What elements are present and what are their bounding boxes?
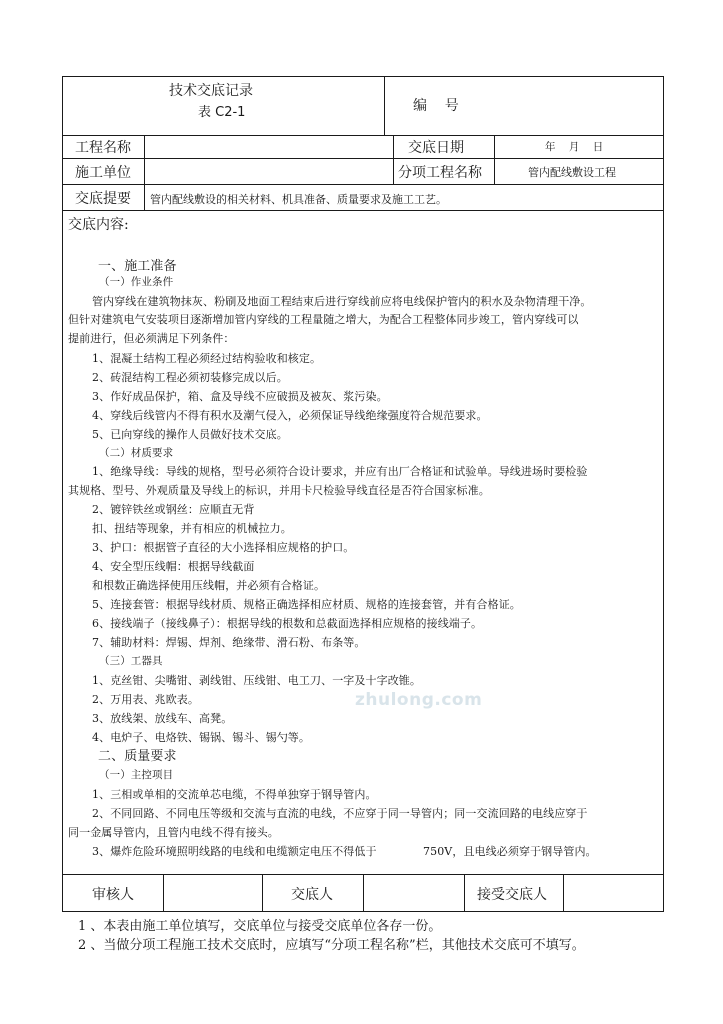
list-item: 4、电炉子、电烙铁、锡锅、锡斗、锡勺等。 (92, 731, 310, 744)
footnote-2: 2 、当做分项工程施工技术交底时，应填写“分项工程名称”栏，其他技术交底可不填写。 (78, 938, 585, 953)
discloser-label: 交底人 (291, 887, 333, 903)
form-number: 表 C2-1 (198, 105, 246, 120)
list-item: 1、混凝土结构工程必须经过结构验收和核定。 (92, 352, 322, 365)
receiver-label: 接受交底人 (477, 887, 547, 903)
project-name-label: 工程名称 (75, 140, 131, 156)
paragraph-line: 其规格、型号、外观质量及导线上的标识，并用卡尺检验导线直径是否符合国家标准。 (68, 484, 490, 497)
list-item: 3、护口：根据管子直径的大小选择相应规格的护口。 (92, 541, 355, 554)
subproject-label: 分项工程名称 (398, 165, 482, 181)
summary-value[interactable]: 管内配线敷设的相关材料、机具准备、质量要求及施工工艺。 (150, 193, 447, 206)
handover-date-label: 交底日期 (408, 140, 464, 156)
watermark: zhulong.com (355, 690, 483, 710)
list-item: 2、镀锌铁丝或钢丝：应顺直无背 (92, 503, 255, 516)
subsection-heading: （一）作业条件 (99, 276, 174, 288)
list-item: 5、已向穿线的操作人员做好技术交底。 (92, 428, 288, 441)
list-item: 1、克丝钳、尖嘴钳、剥线钳、压线钳、电工刀、一字及十字改锥。 (92, 674, 421, 687)
list-item: 5、连接套管：根据导线材质、规格正确选择相应材质、规格的连接套管，并有合格证。 (92, 598, 521, 611)
list-item: 1、三相或单相的交流单芯电缆，不得单独穿于钢导管内。 (92, 788, 377, 801)
paragraph-line: 提前进行，但必须满足下列条件： (68, 332, 235, 345)
paragraph-line: 和根数正确选择使用压线帽，并必须有合格证。 (92, 579, 326, 592)
handover-date-value[interactable]: 年 月 日 (545, 141, 604, 153)
list-item: 7、辅助材料：焊锡、焊剂、绝缘带、滑石粉、布条等。 (92, 636, 366, 649)
reviewer-label: 审核人 (92, 887, 134, 903)
section-heading: 二、质量要求 (98, 749, 177, 764)
form-title: 技术交底记录 (169, 83, 253, 99)
paragraph-line: 但针对建筑电气安装项目逐渐增加管内穿线的工程量随之增大，为配合工程整体同步竣工，管内穿线可以 (68, 313, 579, 326)
paragraph-line: 管内穿线在建筑物抹灰、粉刷及地面工程结束后进行穿线前应将电线保护管内的积水及杂物清理干净。 (92, 295, 592, 308)
contractor-label: 施工单位 (75, 165, 131, 181)
summary-label: 交底提要 (75, 191, 131, 207)
list-item: 3、作好成品保护，箱、盒及导线不应破损及被灰、浆污染。 (92, 390, 388, 403)
subsection-heading: （二）材质要求 (99, 447, 174, 459)
subsection-heading: （一）主控项目 (99, 769, 174, 781)
list-item: 1、绝缘导线：导线的规格，型号必须符合设计要求，并应有出厂合格证和试验单。导线进场时要检验 (92, 465, 588, 478)
list-item: 3、爆炸危险环境照明线路的电线和电缆额定电压不得低于 (92, 845, 377, 858)
subsection-heading: （三）工器具 (99, 655, 163, 667)
list-item: 4、安全型压线帽：根据导线截面 (92, 560, 255, 573)
list-item: 3、放线架、放线车、高凳。 (92, 712, 233, 725)
footnote-1: 1 、本表由施工单位填写，交底单位与接受交底单位各存一份。 (78, 919, 442, 934)
paragraph-line: 扣、扭结等现象，并有相应的机械拉力。 (92, 522, 292, 535)
number-label: 编 号 (413, 98, 459, 114)
list-item-continuation: 750V，且电线必须穿于钢导管内。 (423, 845, 597, 858)
content-label: 交底内容: (68, 217, 129, 233)
paragraph-line: 同一金属导管内，且管内电线不得有接头。 (68, 826, 279, 839)
list-item: 4、穿线后线管内不得有积水及潮气侵入，必须保证导线绝缘强度符合规范要求。 (92, 409, 488, 422)
list-item: 2、不同回路、不同电压等级和交流与直流的电线，不应穿于同一导管内；同一交流回路的电线应穿于 (92, 807, 588, 820)
list-item: 2、砖混结构工程必须初装修完成以后。 (92, 371, 288, 384)
list-item: 2、万用表、兆欧表。 (92, 693, 199, 706)
list-item: 6、接线端子（接线鼻子）：根据导线的根数和总截面选择相应规格的接线端子。 (92, 617, 483, 630)
subproject-value[interactable]: 管内配线敷设工程 (528, 166, 616, 179)
section-heading: 一、施工准备 (98, 259, 177, 274)
